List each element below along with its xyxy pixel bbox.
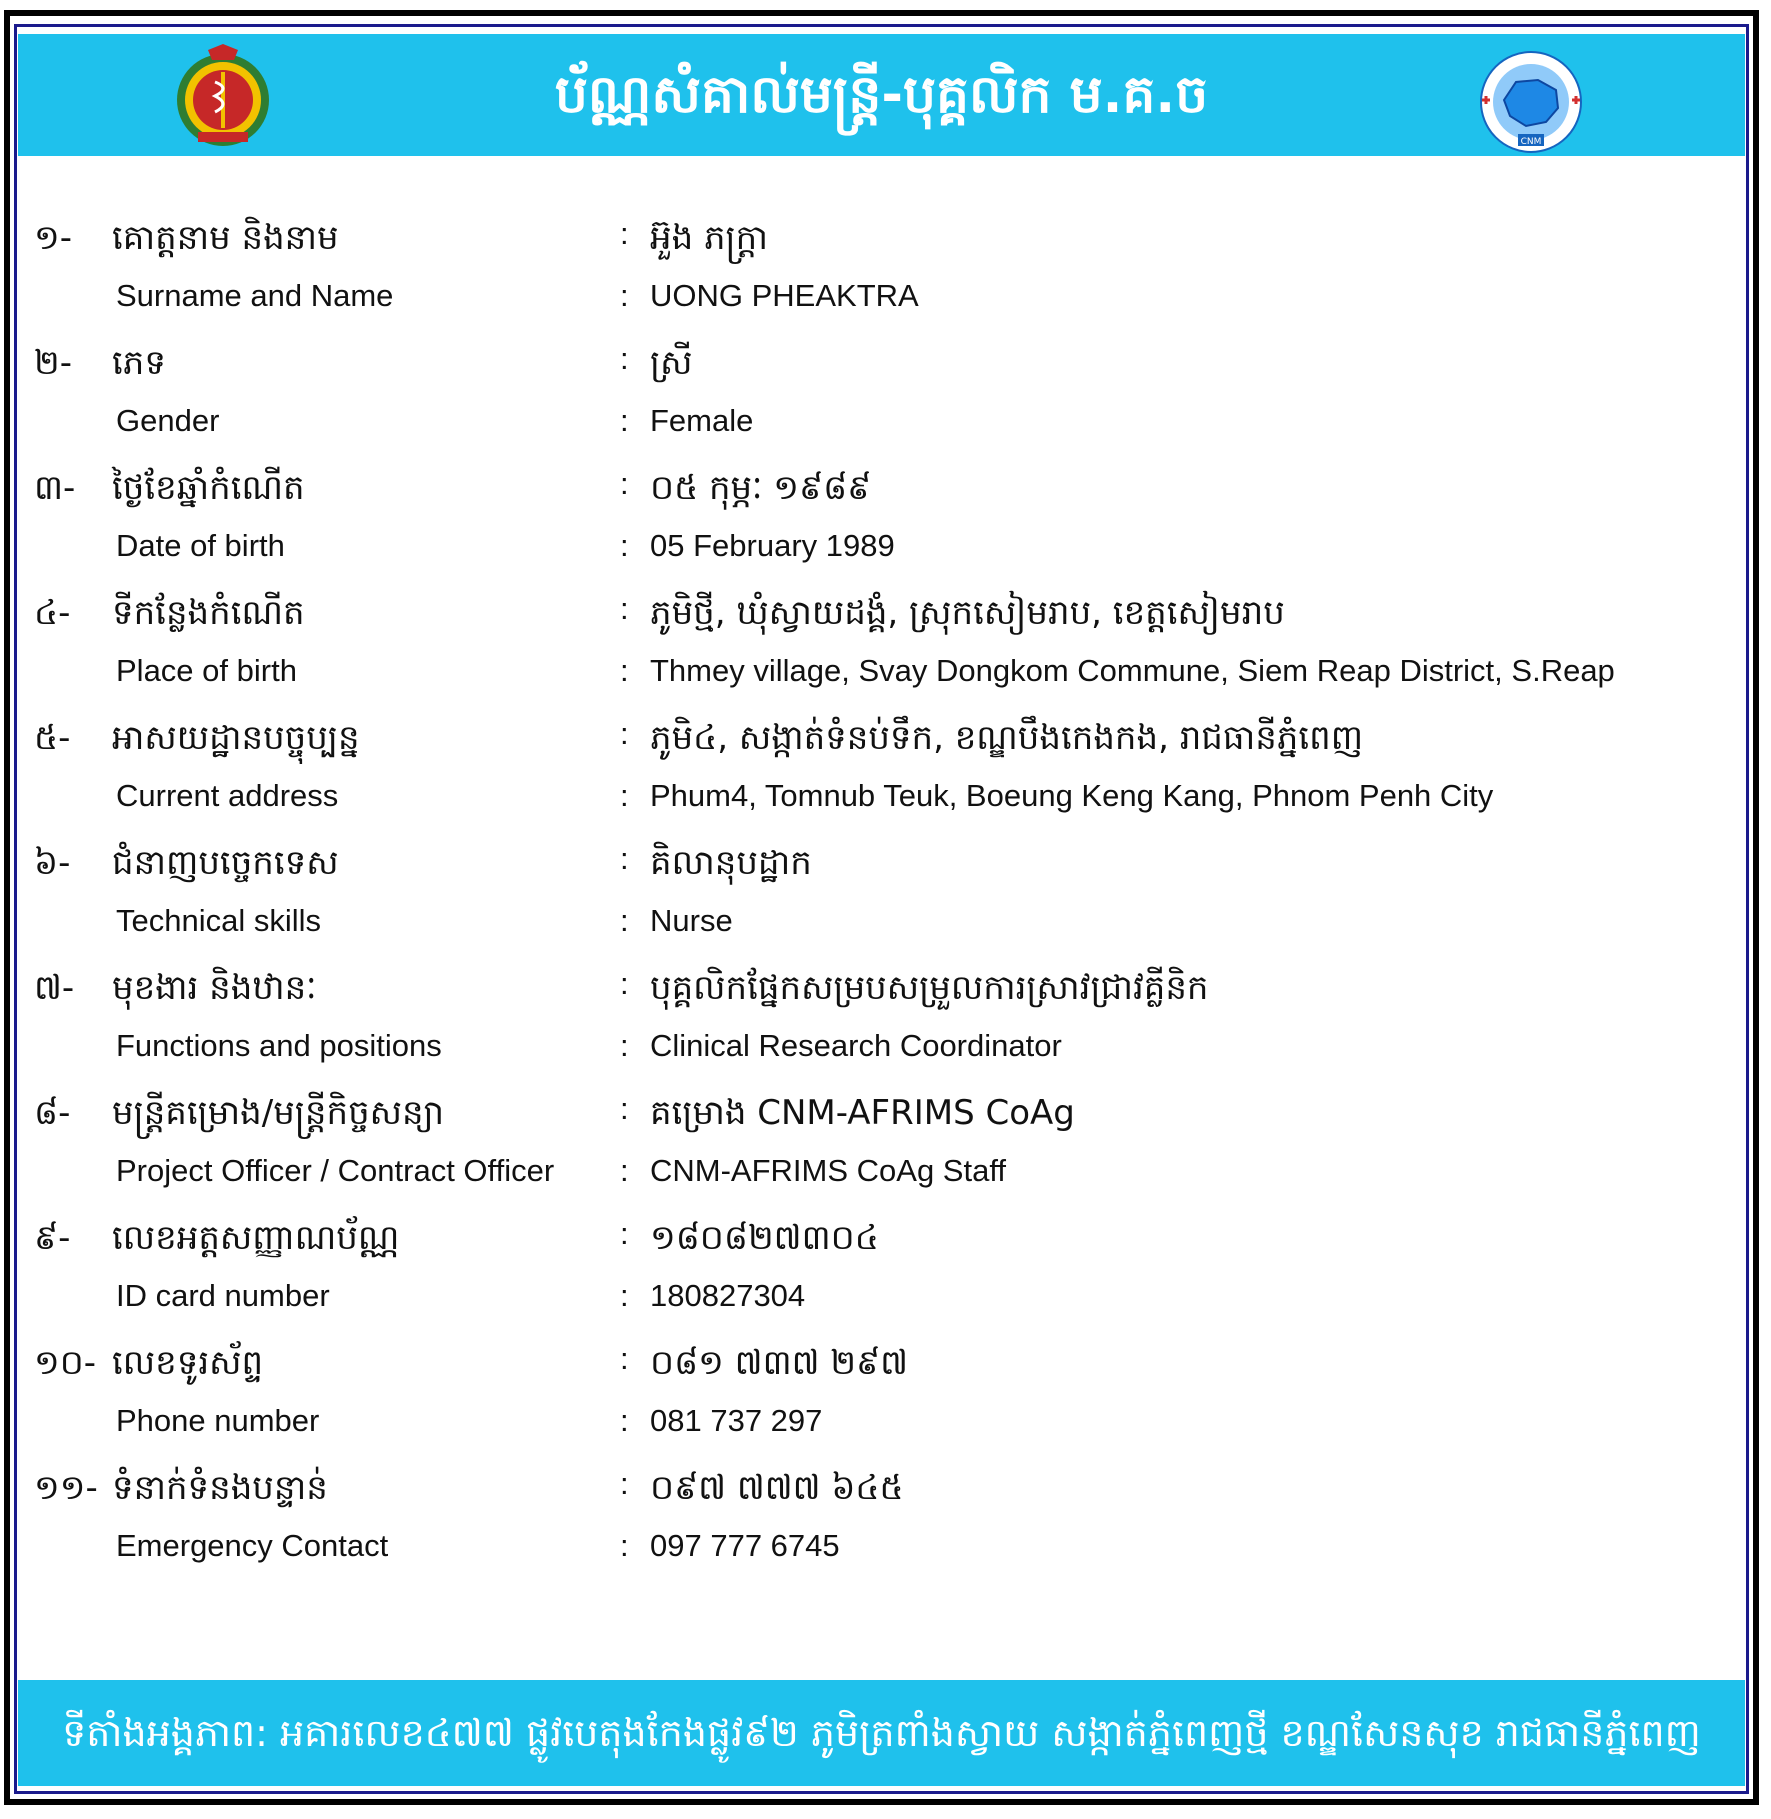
field-label-en: Emergency Contact [116, 1528, 389, 1563]
field-row-kh [0, 1466, 1771, 1526]
field-row-en [0, 1403, 1771, 1463]
field-label-kh: ថ្ងៃខែឆ្នាំកំណើត [112, 468, 305, 508]
field-label-kh: អាសយដ្ឋានបច្ចុប្បន្ន [112, 718, 360, 758]
field-label-en: Date of birth [116, 528, 285, 563]
field-row-en [0, 278, 1771, 338]
card-title: ប័ណ្ណសំគាល់មន្ត្រី-បុគ្គលិក ម.គ.ច [554, 65, 1209, 125]
field-separator: : [620, 1403, 629, 1438]
field-label-en: Surname and Name [116, 278, 394, 313]
field-value-en: Clinical Research Coordinator [650, 1028, 1062, 1063]
field-separator: : [620, 528, 629, 563]
field-separator: : [620, 716, 629, 751]
field-label-en: Phone number [116, 1403, 320, 1438]
field-number: ១១- [34, 1468, 98, 1508]
field-value-en: CNM-AFRIMS CoAg Staff [650, 1153, 1007, 1188]
field-separator: : [620, 591, 629, 626]
field-row-kh [0, 591, 1771, 651]
field-row-kh [0, 1091, 1771, 1151]
field-value-kh: បុគ្គលិកផ្នែកសម្របសម្រួលការស្រាវជ្រាវគ្លីនិក [650, 968, 1209, 1008]
field-separator: : [620, 1278, 629, 1313]
field-row-en [0, 653, 1771, 713]
field-label-en: Project Officer / Contract Officer [116, 1153, 555, 1188]
field-number: ១០- [34, 1343, 97, 1383]
field-row-kh [0, 466, 1771, 526]
field-number: ២- [34, 343, 73, 383]
field-number: ៦- [34, 843, 71, 883]
field-label-kh: ជំនាញបច្ចេកទេស [112, 843, 339, 883]
field-separator: : [620, 466, 629, 501]
field-label-en: Current address [116, 778, 339, 813]
field-value-kh: គិលានុបដ្ឋាក [650, 843, 812, 883]
cnm-logo-text: CNM [1520, 137, 1542, 147]
field-label-en: Technical skills [116, 903, 322, 938]
field-value-kh: ភូមិ៤, សង្កាត់ទំនប់ទឹក, ខណ្ឌបឹងកេងកង, រាជធានីភ្នំពេញ [650, 718, 1364, 758]
field-value-kh: ០៩៧ ៧៧៧ ៦៤៥ [650, 1468, 904, 1508]
field-value-kh: ភូមិថ្មី, ឃុំស្វាយដង្គំ, ស្រុកសៀមរាប, ខេត្តសៀមរាប [650, 593, 1285, 633]
field-row-en [0, 528, 1771, 588]
field-label-en: Place of birth [116, 653, 297, 688]
field-label-kh: មន្ត្រីគម្រោង/មន្ត្រីកិច្ចសន្យា [112, 1093, 445, 1133]
field-label-kh: គោត្តនាម និងនាម [112, 218, 339, 258]
field-row-kh [0, 216, 1771, 276]
field-separator: : [620, 1216, 629, 1251]
field-value-en: Nurse [650, 903, 733, 938]
field-row-kh [0, 716, 1771, 776]
field-value-en: 180827304 [650, 1278, 806, 1313]
field-label-en: Gender [116, 403, 220, 438]
field-separator: : [620, 653, 629, 688]
field-separator: : [620, 403, 629, 438]
field-label-kh: មុខងារ និងឋានៈ [112, 968, 317, 1008]
field-value-en: UONG PHEAKTRA [650, 278, 919, 313]
field-number: ៧- [34, 968, 75, 1008]
field-separator: : [620, 216, 629, 251]
cnm-map-emblem-icon [1476, 50, 1586, 154]
field-separator: : [620, 278, 629, 313]
field-number: ៩- [34, 1218, 71, 1258]
field-separator: : [620, 778, 629, 813]
field-row-en [0, 1278, 1771, 1338]
field-row-kh [0, 841, 1771, 901]
field-separator: : [620, 1153, 629, 1188]
field-row-en [0, 778, 1771, 838]
field-separator: : [620, 903, 629, 938]
field-row-kh [0, 341, 1771, 401]
field-row-kh [0, 1216, 1771, 1276]
field-value-kh: អ៊ួង ភក្ត្រា [650, 218, 769, 258]
field-row-en [0, 1528, 1771, 1588]
field-value-kh: ០៥ កុម្ភៈ ១៩៨៩ [650, 468, 872, 508]
field-label-en: ID card number [116, 1278, 330, 1313]
field-separator: : [620, 1528, 629, 1563]
field-value-en: Female [650, 403, 754, 438]
field-number: ៨- [34, 1093, 71, 1133]
field-separator: : [620, 1466, 629, 1501]
footer-address: ទីតាំងអង្គភាព: អគារលេខ៤៧៧ ផ្លូវបេតុងកែងផ្លូវ៩២ ភូមិត្រពាំងស្វាយ សង្កាត់ភ្នំពេញថ្មី ខណ្ឌសែនសុខ រាជធានីភ្នំពេញ [62, 1711, 1701, 1755]
field-row-en [0, 903, 1771, 963]
field-row-en [0, 1153, 1771, 1213]
field-value-en: Phum4, Tomnub Teuk, Boeung Keng Kang, Phnom Penh City [650, 778, 1494, 813]
field-separator: : [620, 1028, 629, 1063]
field-label-kh: ភេទ [112, 343, 166, 383]
field-row-en [0, 403, 1771, 463]
field-number: ៥- [34, 718, 71, 758]
field-label-kh: លេខទូរស័ព្ទ [112, 1343, 264, 1383]
field-label-kh: ទំនាក់ទំនងបន្ទាន់ [112, 1468, 328, 1508]
field-separator: : [620, 1091, 629, 1126]
field-separator: : [620, 841, 629, 876]
field-number: ១- [34, 218, 73, 258]
field-value-kh: ស្រី [650, 343, 693, 383]
field-value-en: 097 777 6745 [650, 1528, 840, 1563]
field-row-kh [0, 966, 1771, 1026]
field-value-kh: ០៨១ ៧៣៧ ២៩៧ [650, 1343, 909, 1383]
field-label-en: Functions and positions [116, 1028, 442, 1063]
field-separator: : [620, 966, 629, 1001]
ministry-of-health-emblem-icon [168, 44, 278, 150]
field-value-en: 081 737 297 [650, 1403, 823, 1438]
field-label-kh: លេខអត្តសញ្ញាណប័ណ្ណ [112, 1218, 400, 1258]
field-value-kh: ១៨០៨២៧៣០៤ [650, 1218, 879, 1258]
field-value-kh: គម្រោង CNM-AFRIMS CoAg [650, 1093, 1075, 1133]
field-number: ៣- [34, 468, 76, 508]
field-label-kh: ទីកន្លែងកំណើត [112, 593, 305, 633]
field-row-en [0, 1028, 1771, 1088]
field-separator: : [620, 1341, 629, 1376]
field-value-en: 05 February 1989 [650, 528, 895, 563]
card-footer [18, 1680, 1745, 1786]
field-value-en: Thmey village, Svay Dongkom Commune, Siem Reap District, S.Reap [650, 653, 1615, 688]
field-row-kh [0, 1341, 1771, 1401]
field-separator: : [620, 341, 629, 376]
field-number: ៤- [34, 593, 71, 633]
